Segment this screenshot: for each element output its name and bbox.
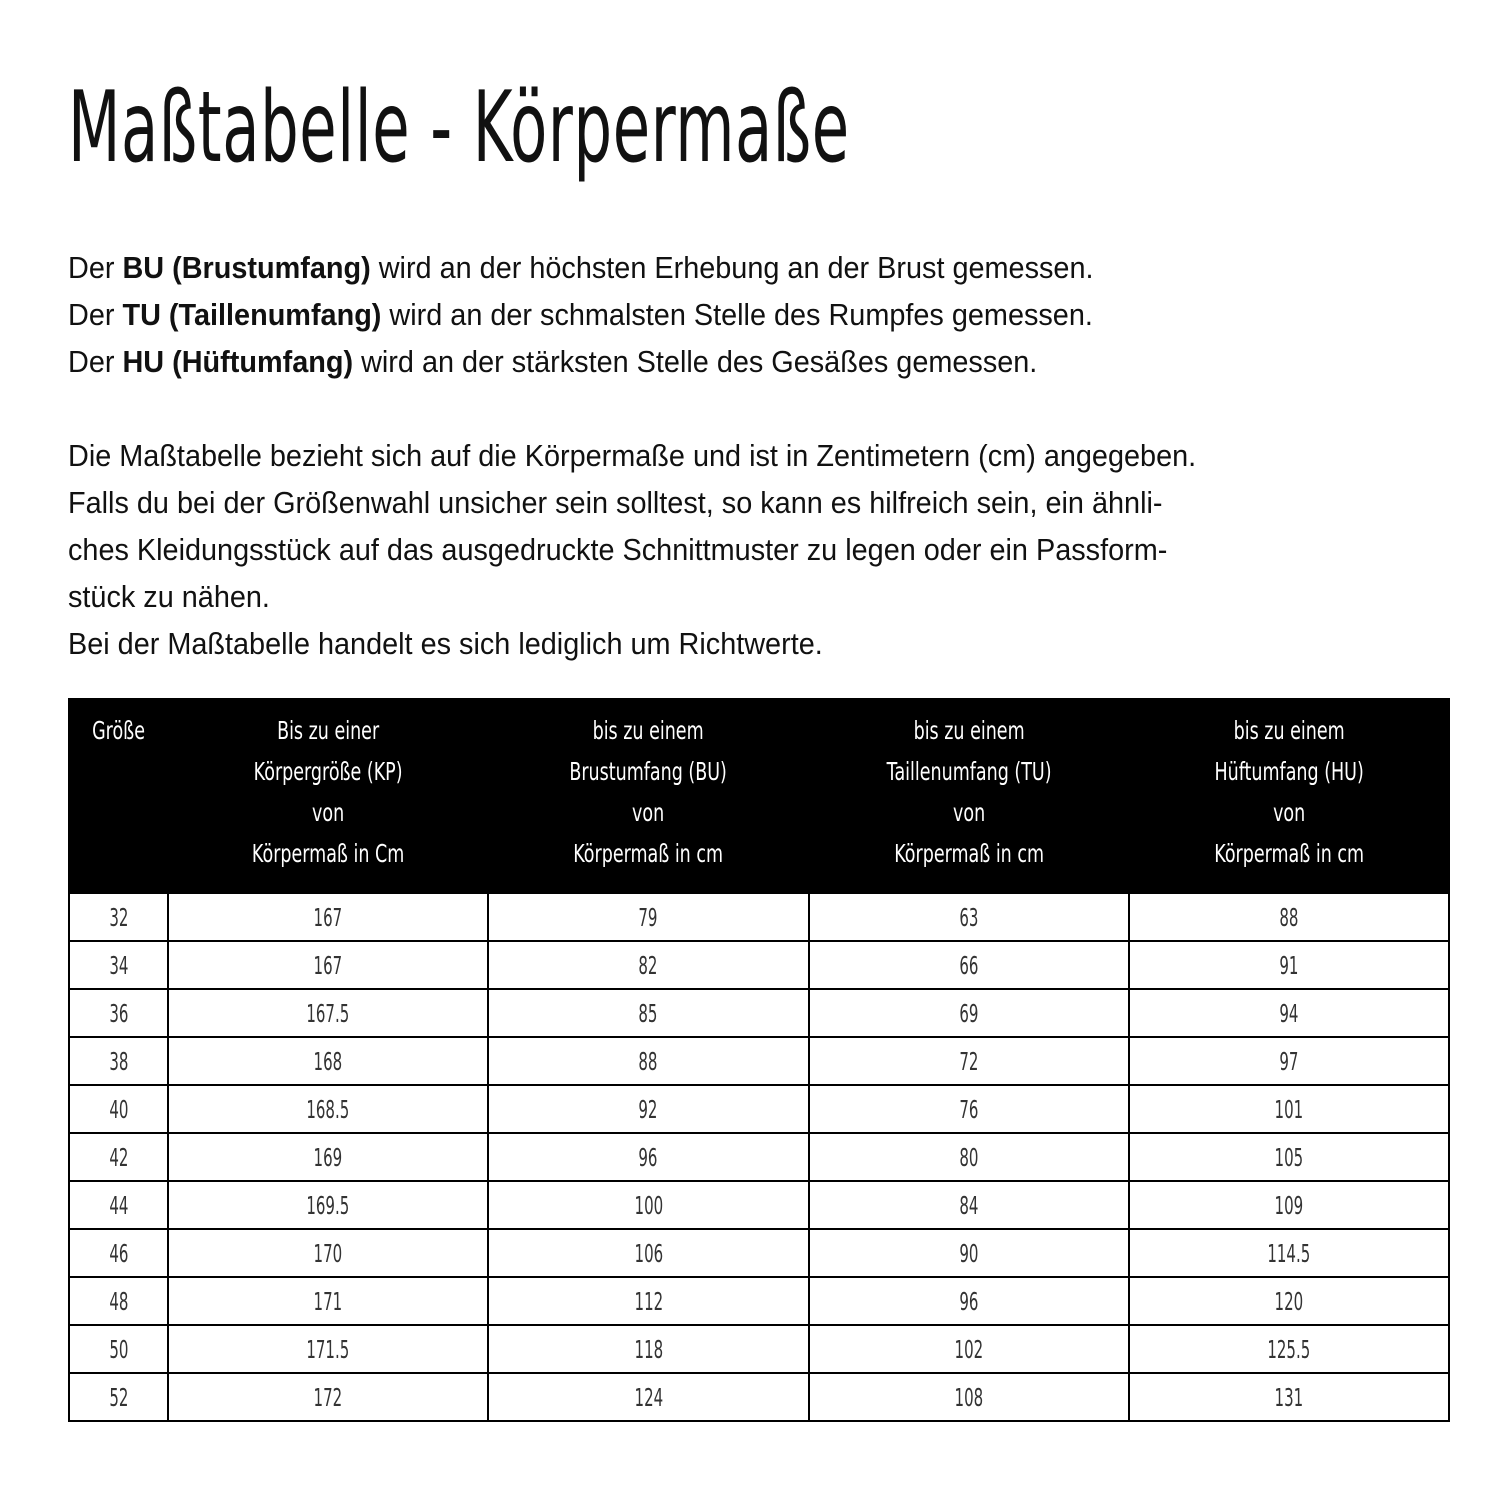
cell-value: 94 [1279,998,1299,1028]
cell-waist [809,1229,1129,1277]
cell-value: 92 [638,1094,658,1124]
cell-value: 109 [1274,1190,1304,1220]
cell-bust [488,1325,808,1373]
cell-hip [1129,989,1449,1037]
cell-height [168,1181,488,1229]
cell-value: 84 [959,1190,979,1220]
paragraph-spacer [68,385,1370,432]
cell-height [168,1085,488,1133]
table-body [69,893,1449,1421]
cell-waist [809,1133,1129,1181]
cell-waist [809,1037,1129,1085]
header-line: Bis zu einer [277,716,380,745]
cell-hip [1129,1325,1449,1373]
cell-value: 72 [959,1046,979,1076]
header-line: Brustumfang (BU) [569,757,728,786]
cell-value: 80 [959,1142,979,1172]
cell-value: 42 [108,1142,129,1172]
paragraph-line: Falls du bei der Größenwahl unsicher sein solltest, so kann es hilfreich sein, ein ähnli- [68,485,1163,520]
header-line: Hüftumfang (HU) [1214,757,1364,786]
cell-hip [1129,1277,1449,1325]
page-title: Maßtabelle - Körpermaße [68,71,850,185]
cell-value: 63 [959,902,979,932]
table-row [69,1181,1449,1229]
cell-value: 48 [108,1286,129,1316]
header-line: Körpergröße (KP) [253,757,403,786]
cell-value: 88 [1279,902,1299,932]
header-line: Größe [92,716,145,745]
cell-height [168,1037,488,1085]
table-row [69,1373,1449,1421]
cell-value: 66 [959,950,979,980]
cell-value: 169.5 [306,1190,350,1220]
cell-size [69,941,168,989]
cell-waist [809,989,1129,1037]
cell-value: 100 [634,1190,663,1220]
cell-bust [488,1085,808,1133]
definition-bu: Der BU (Brustumfang) wird an der höchsten Erhebung an der Brust gemessen. [68,250,1094,285]
cell-value: 34 [108,950,129,980]
definition-tu: Der TU (Taillenumfang) wird an der schmalsten Stelle des Rumpfes gemessen. [68,297,1093,332]
cell-bust [488,941,808,989]
cell-value: 101 [1274,1094,1304,1124]
cell-value: 50 [108,1334,129,1364]
cell-height [168,1325,488,1373]
cell-bust [488,1277,808,1325]
cell-height [168,941,488,989]
cell-value: 88 [638,1046,658,1076]
cell-value: 105 [1274,1142,1304,1172]
header-size [69,699,168,893]
cell-value: 52 [108,1382,129,1412]
cell-hip [1129,1133,1449,1181]
cell-size [69,989,168,1037]
header-line: von [1272,798,1305,827]
cell-value: 108 [954,1382,983,1412]
paragraph-line: Die Maßtabelle bezieht sich auf die Körpermaße und ist in Zentimetern (cm) angegeben. [68,438,1197,473]
cell-value: 171 [313,1286,343,1316]
cell-height [168,893,488,941]
cell-height [168,1373,488,1421]
cell-value: 168.5 [306,1094,350,1124]
paragraph-line: ches Kleidungsstück auf das ausgedruckte Schnittmuster zu legen oder ein Passform- [68,532,1168,567]
header-line: Körpermaß in cm [573,839,724,868]
cell-bust [488,1037,808,1085]
table-row [69,1229,1449,1277]
term-bu: BU (Brustumfang) [122,250,371,285]
cell-waist [809,893,1129,941]
cell-size [69,1133,168,1181]
cell-value: 90 [959,1238,979,1268]
cell-value: 131 [1274,1382,1304,1412]
cell-value: 167.5 [306,998,350,1028]
cell-height [168,1277,488,1325]
cell-waist [809,1373,1129,1421]
cell-waist [809,941,1129,989]
header-line: von [312,798,345,827]
cell-value: 38 [108,1046,129,1076]
cell-hip [1129,1373,1449,1421]
table-row [69,1037,1449,1085]
header-line: bis zu einem [592,716,704,745]
header-hip [1129,699,1449,893]
cell-value: 46 [108,1238,129,1268]
cell-hip [1129,1229,1449,1277]
cell-bust [488,1229,808,1277]
paragraph-line: Bei der Maßtabelle handelt es sich lediglich um Richtwerte. [68,626,823,661]
cell-size [69,1037,168,1085]
cell-value: 118 [634,1334,663,1364]
cell-size [69,1085,168,1133]
cell-value: 96 [959,1286,979,1316]
cell-hip [1129,893,1449,941]
cell-value: 106 [634,1238,663,1268]
header-line: Körpermaß in cm [1213,839,1364,868]
size-table [68,698,1450,1422]
cell-waist [809,1181,1129,1229]
intro-text [68,244,1468,667]
table-header-row [69,699,1449,893]
cell-value: 114.5 [1267,1238,1311,1268]
table-row [69,1133,1449,1181]
cell-size [69,893,168,941]
cell-size [69,1325,168,1373]
header-line: bis zu einem [1233,716,1345,745]
cell-size [69,1373,168,1421]
header-line: Taillenumfang (TU) [886,757,1052,786]
header-line: von [632,798,665,827]
cell-value: 79 [638,902,658,932]
table-row [69,989,1449,1037]
cell-waist [809,1325,1129,1373]
cell-value: 76 [959,1094,979,1124]
cell-hip [1129,941,1449,989]
header-bust [488,699,808,893]
cell-value: 85 [638,998,658,1028]
cell-bust [488,1181,808,1229]
cell-value: 171.5 [306,1334,350,1364]
header-line: bis zu einem [913,716,1025,745]
header-line: von [952,798,985,827]
header-line: Körpermaß in cm [893,839,1044,868]
table-row [69,893,1449,941]
cell-bust [488,1373,808,1421]
cell-value: 112 [634,1286,663,1316]
cell-value: 167 [313,950,343,980]
cell-bust [488,893,808,941]
cell-hip [1129,1037,1449,1085]
cell-value: 172 [313,1382,343,1412]
cell-value: 32 [108,902,129,932]
cell-value: 40 [108,1094,129,1124]
cell-value: 102 [954,1334,983,1364]
table-row [69,1325,1449,1373]
cell-value: 170 [313,1238,343,1268]
cell-value: 125.5 [1267,1334,1311,1364]
cell-bust [488,1133,808,1181]
paragraph-line: stück zu nähen. [68,579,270,614]
cell-value: 124 [634,1382,663,1412]
cell-value: 69 [959,998,979,1028]
cell-value: 82 [638,950,658,980]
cell-size [69,1229,168,1277]
cell-waist [809,1277,1129,1325]
cell-height [168,1229,488,1277]
cell-value: 168 [313,1046,343,1076]
table-row [69,941,1449,989]
header-waist [809,699,1129,893]
cell-hip [1129,1181,1449,1229]
cell-value: 120 [1274,1286,1304,1316]
cell-value: 97 [1279,1046,1299,1076]
cell-waist [809,1085,1129,1133]
definition-hu: Der HU (Hüftumfang) wird an der stärksten Stelle des Gesäßes gemessen. [68,344,1038,379]
cell-value: 167 [313,902,343,932]
cell-value: 91 [1279,950,1299,980]
cell-size [69,1181,168,1229]
cell-hip [1129,1085,1449,1133]
cell-size [69,1277,168,1325]
cell-value: 96 [638,1142,658,1172]
term-tu: TU (Taillenumfang) [122,297,382,332]
header-height [168,699,488,893]
cell-height [168,989,488,1037]
header-line: Körpermaß in Cm [251,839,405,868]
cell-value: 36 [108,998,129,1028]
cell-height [168,1133,488,1181]
cell-value: 44 [108,1190,129,1220]
table-row [69,1085,1449,1133]
cell-bust [488,989,808,1037]
table-row [69,1277,1449,1325]
cell-value: 169 [313,1142,343,1172]
term-hu: HU (Hüftumfang) [122,344,354,379]
